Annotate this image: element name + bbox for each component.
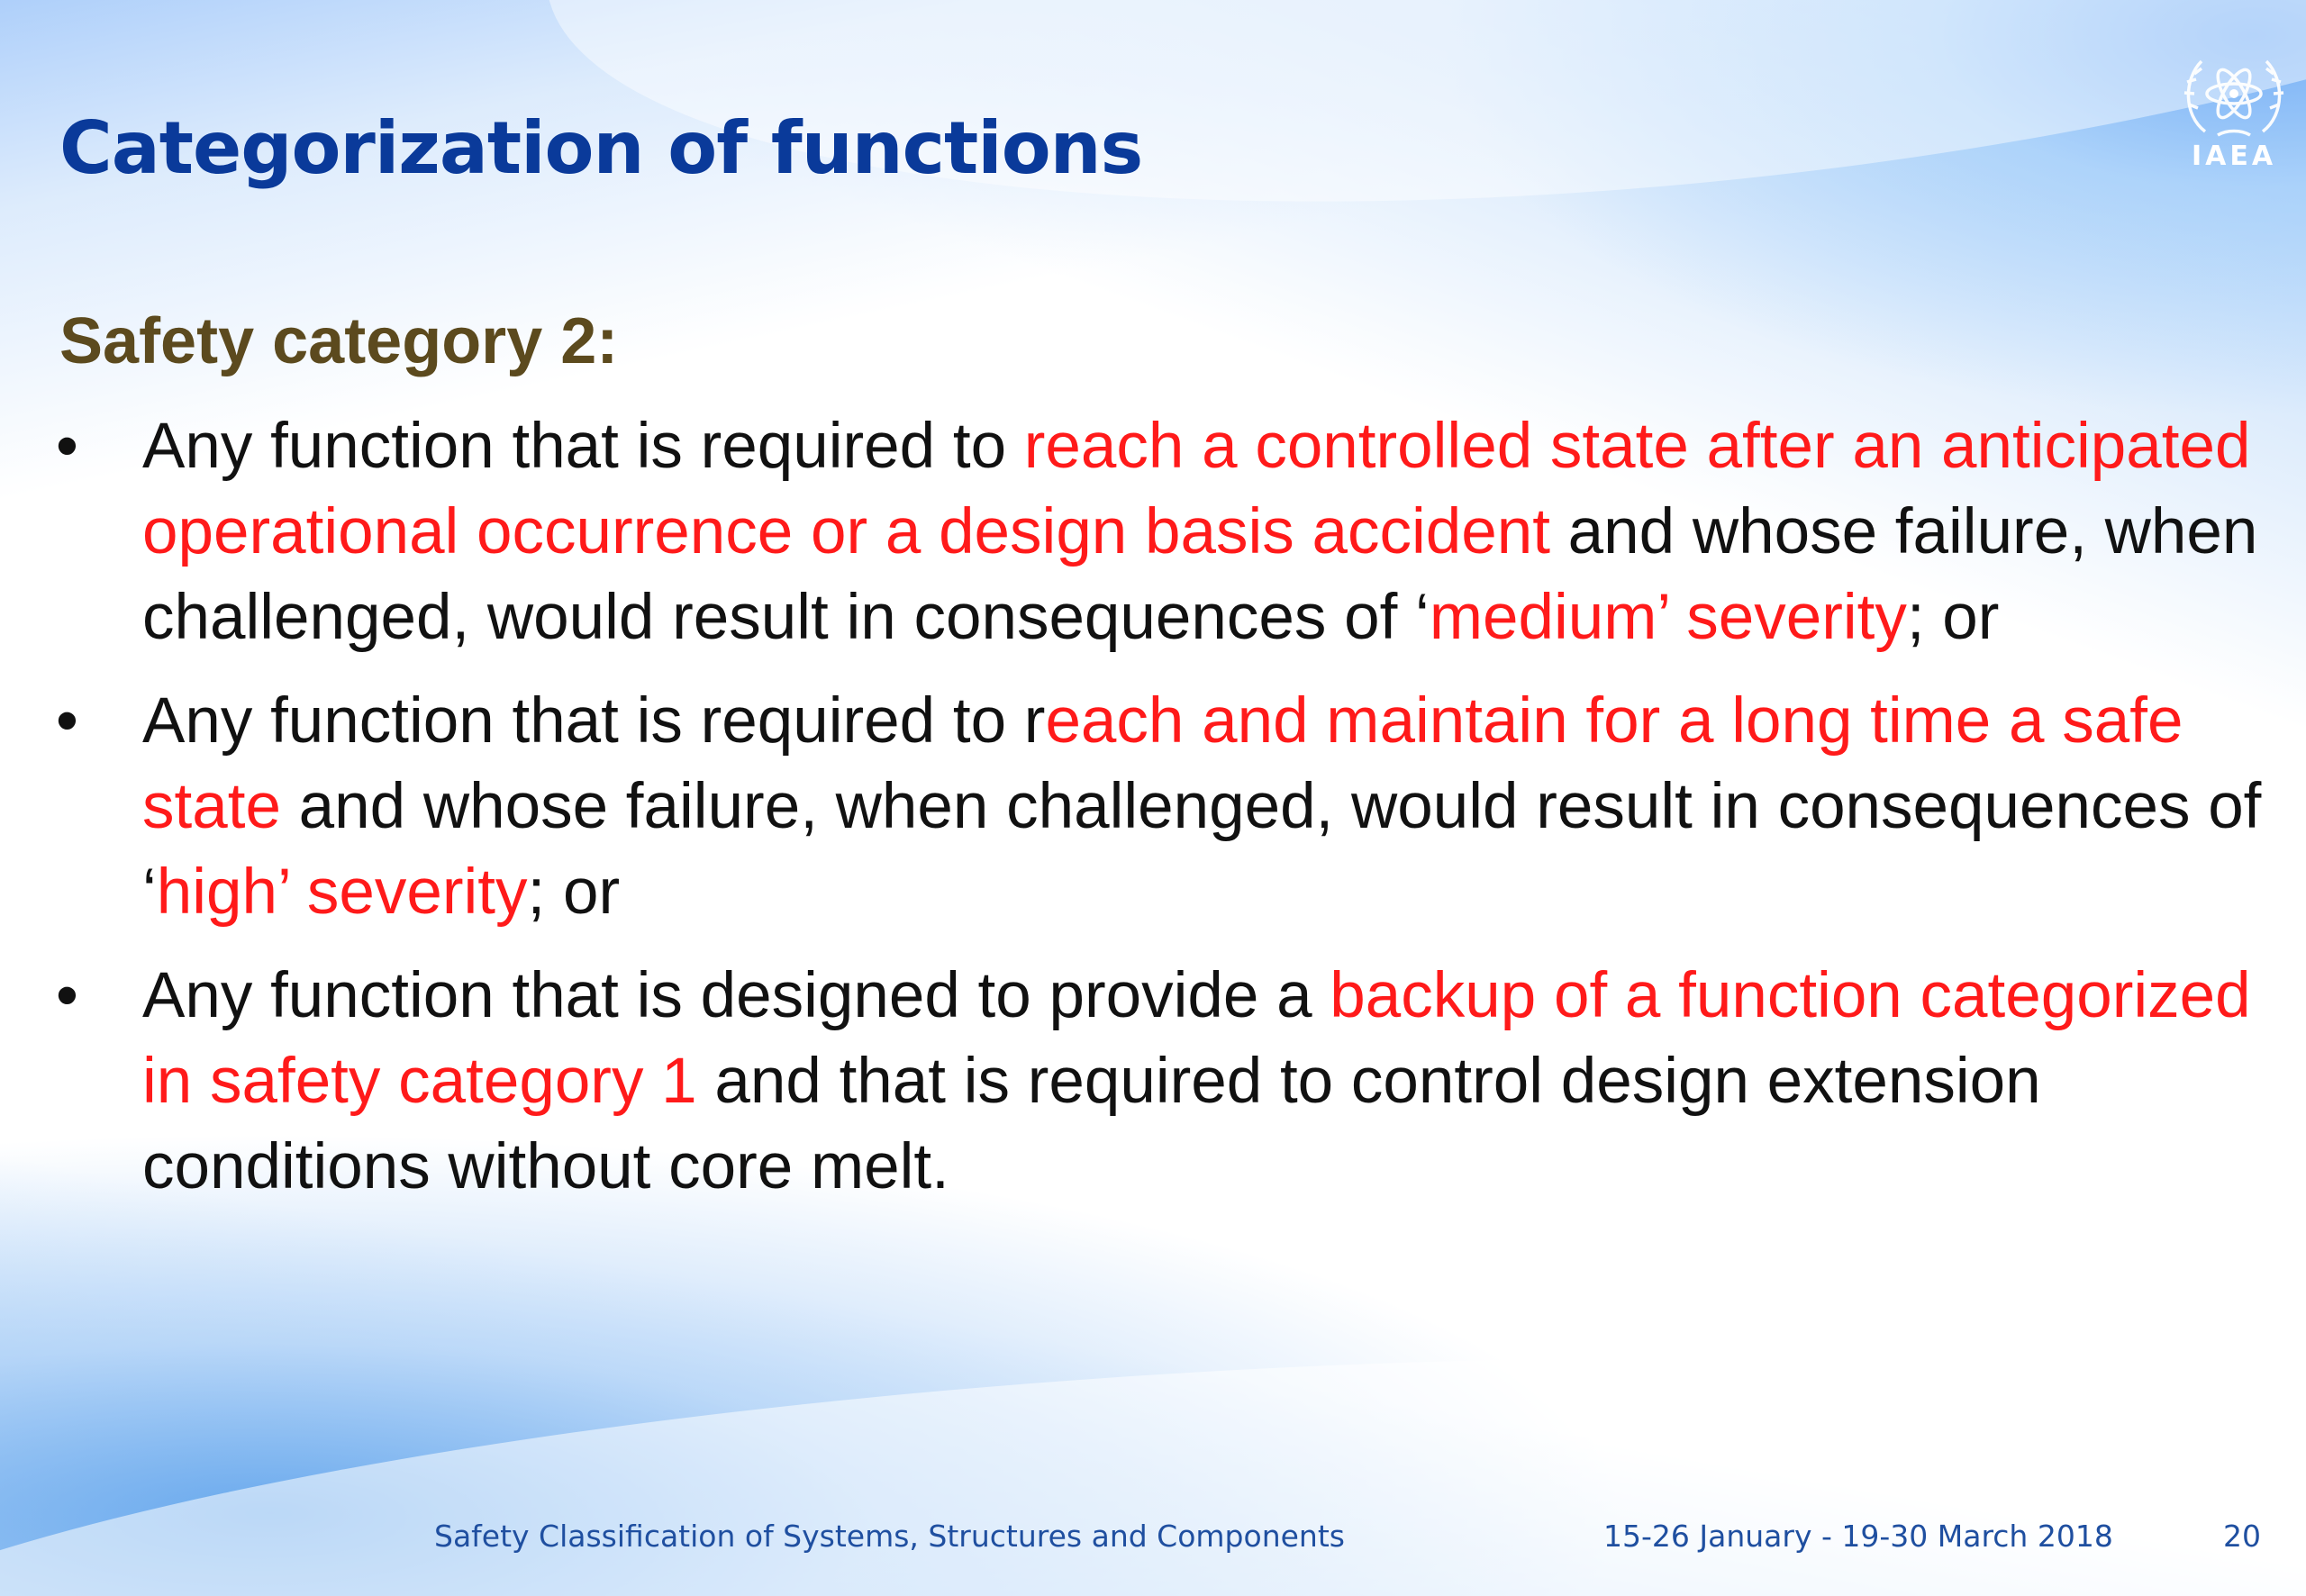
slide-title: Categorization of functions	[59, 106, 1143, 190]
bullet-dot-icon: •	[56, 685, 78, 757]
bullet-text: ; or	[1906, 582, 2000, 653]
emphasized-text: medium’ severity	[1429, 582, 1907, 653]
bullet-item	[0, 953, 2288, 1210]
bullet-item	[0, 404, 2288, 660]
footer-course-title: Safety Classification of Systems, Structures and Components	[434, 1519, 1345, 1554]
bullet-text: and that is required to control design extension conditions without core melt.	[142, 1046, 2041, 1202]
bullet-dot-icon: •	[56, 960, 78, 1031]
bullet-text: Any function that is required to	[142, 411, 1024, 482]
bullet-list	[0, 404, 2288, 1228]
bullet-text: and whose failure, when challenged, would result in consequences of	[280, 771, 2262, 842]
iaea-emblem-icon	[2178, 52, 2290, 142]
page-number: 20	[2223, 1519, 2261, 1554]
iaea-logo-text: IAEA	[2191, 141, 2277, 172]
bullet-text: Any function that is required to r	[142, 685, 1046, 757]
emphasized-text: each and maintain for a long time a safe state	[142, 685, 2183, 842]
bullet-dot-icon: •	[56, 411, 78, 482]
bullet-text: ; or	[527, 857, 621, 928]
bullet-text: and whose failure, when challenged, would result in consequences of	[142, 496, 2258, 653]
bullet-text: ‘	[1415, 582, 1430, 653]
emphasized-text: high’ severity	[156, 857, 528, 928]
bullet-text: Any function that is designed to provide a	[142, 960, 1330, 1031]
emphasized-text: reach a controlled state after an anticipated operational occurrence or a design basis accident	[142, 411, 2251, 567]
section-subheading: Safety category 2:	[59, 305, 619, 377]
footer-dates: 15-26 January - 19-30 March 2018	[1603, 1519, 2113, 1554]
emphasized-text: backup of a function categorized in safety category 1	[142, 960, 2251, 1117]
iaea-logo	[2178, 52, 2290, 178]
bullet-item	[0, 678, 2288, 935]
bullet-text: ‘	[142, 857, 157, 928]
